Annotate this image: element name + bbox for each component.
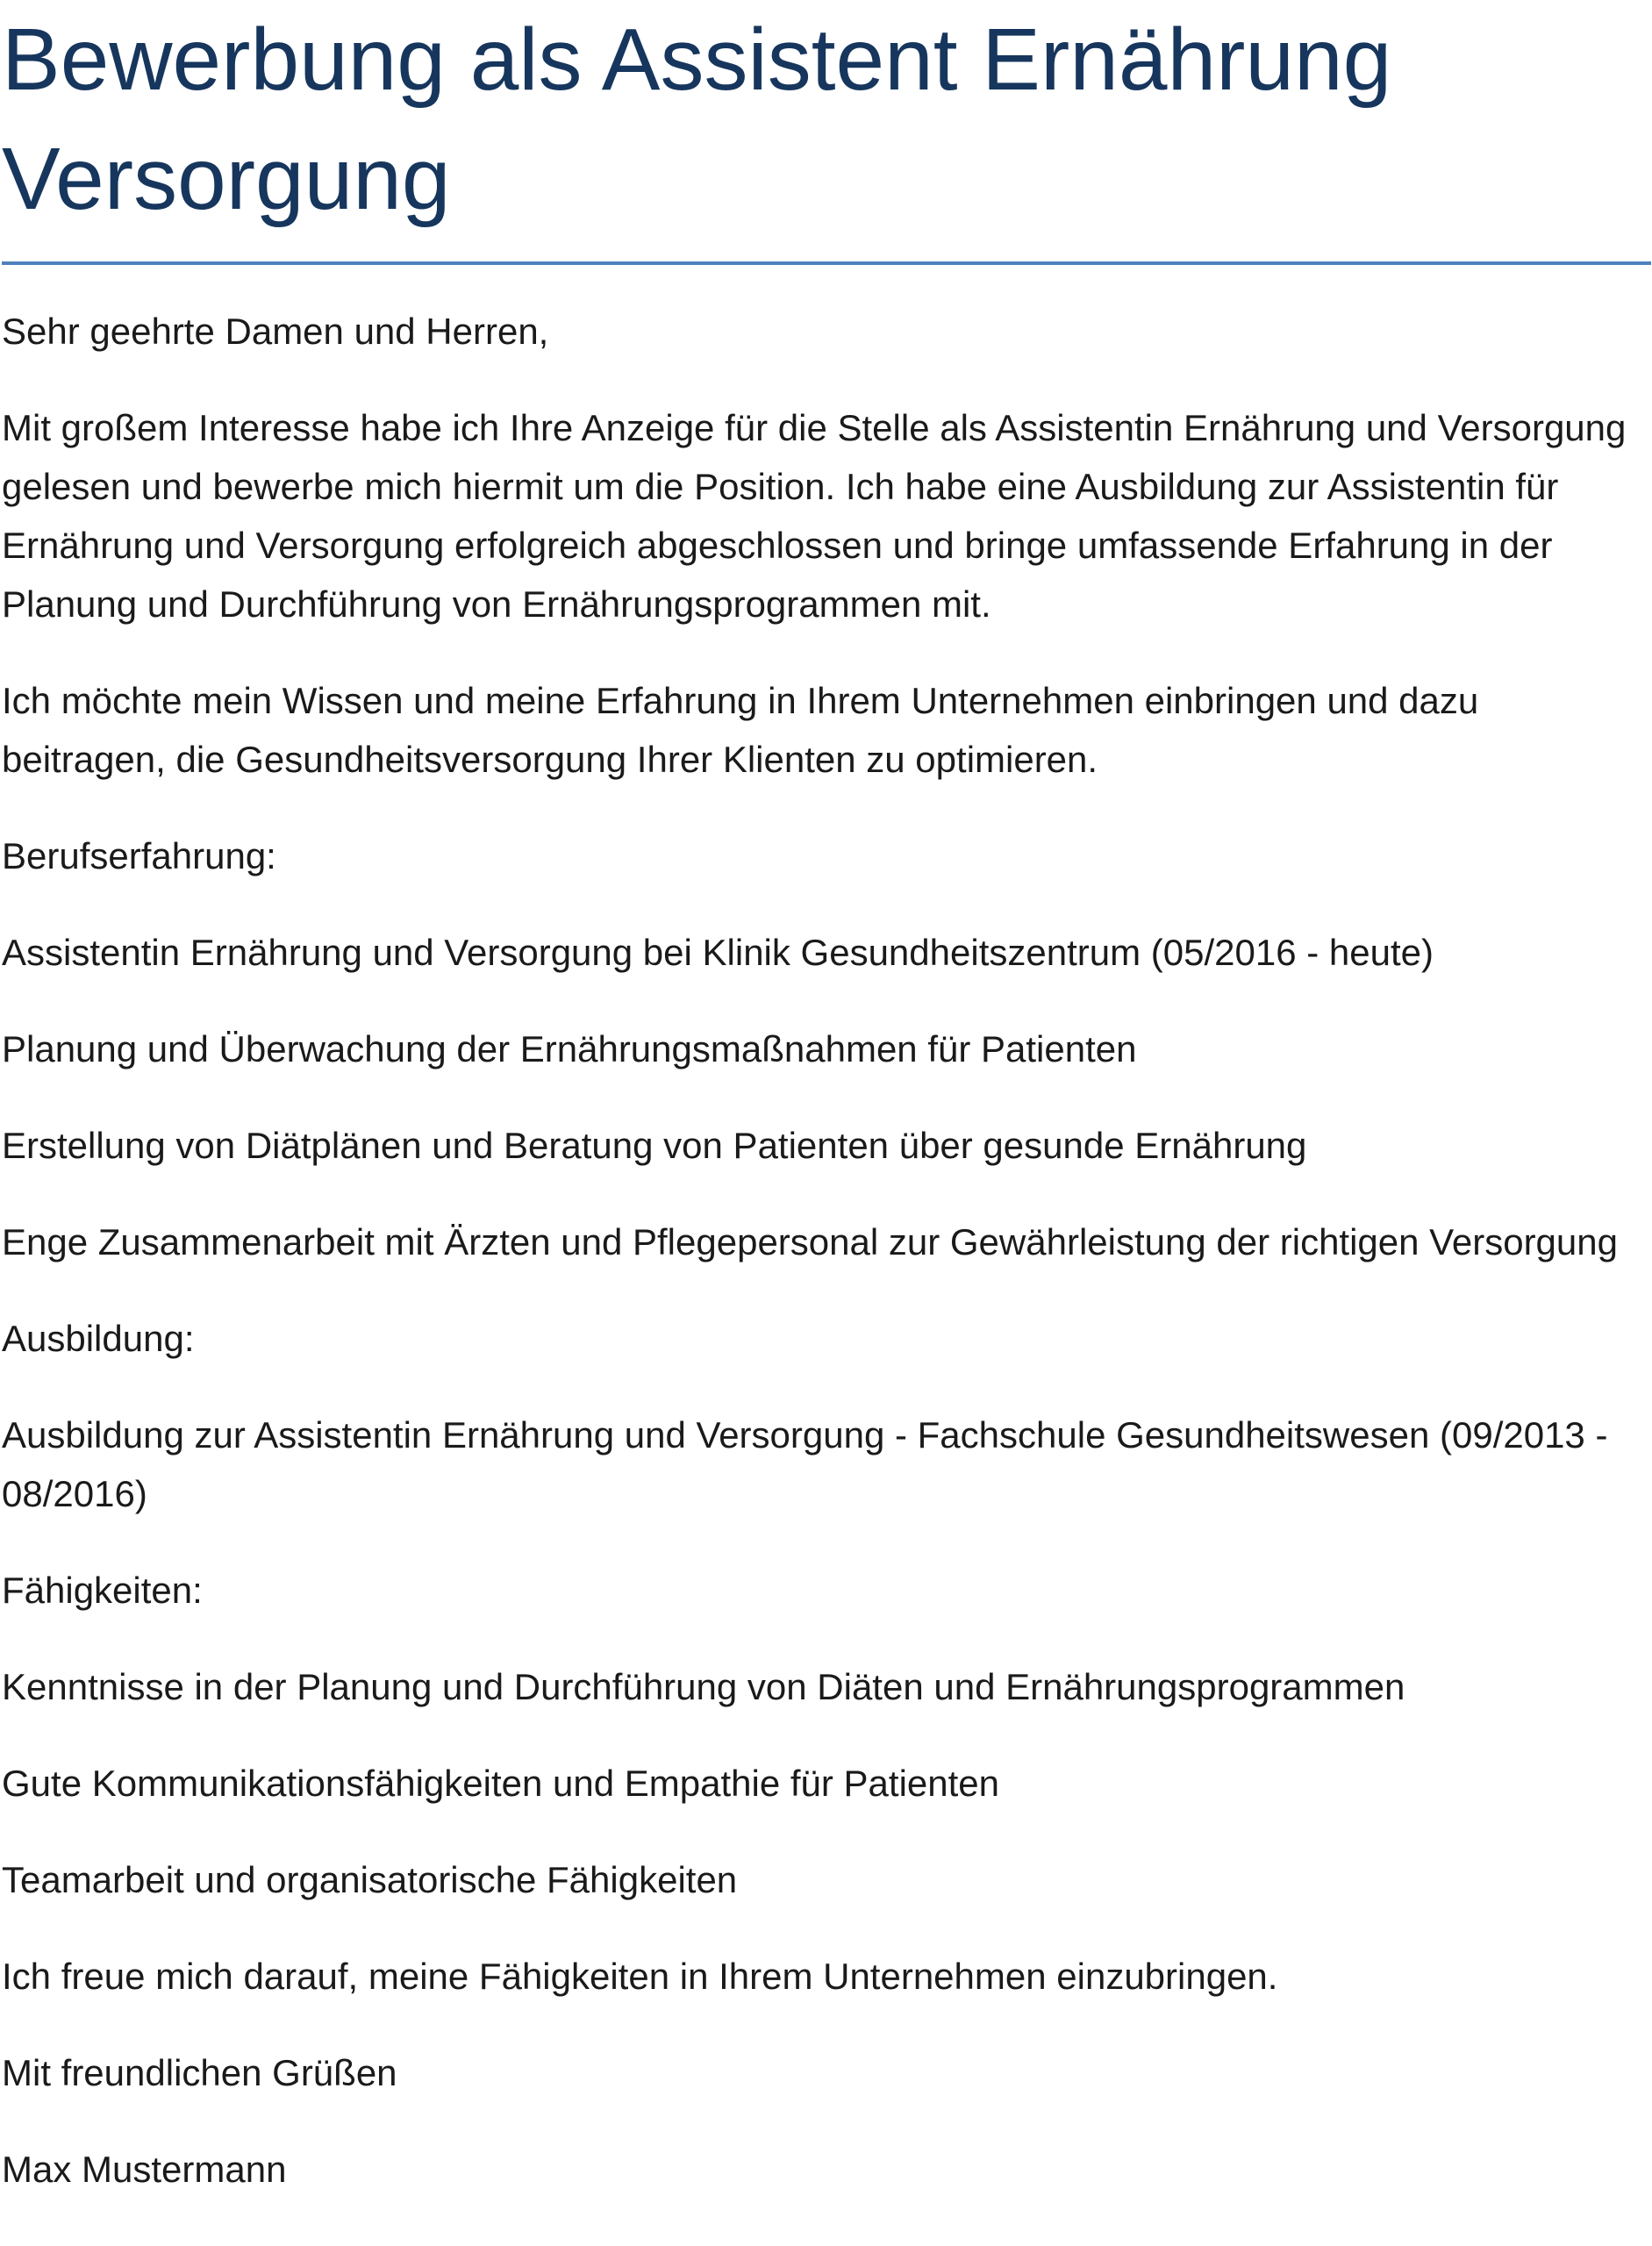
- motivation-paragraph: Ich möchte mein Wissen und meine Erfahrung in Ihrem Unternehmen einbringen und dazu beitragen, die Gesundheitsversorgung Ihrer Klienten zu optimieren.: [2, 680, 1479, 780]
- closing-paragraph: Ich freue mich darauf, meine Fähigkeiten in Ihrem Unternehmen einzubringen.: [2, 1956, 1278, 1997]
- signature-name: Max Mustermann: [2, 2149, 287, 2190]
- skill-item: Teamarbeit und organisatorische Fähigkeiten: [2, 1859, 738, 1900]
- education-item: Ausbildung zur Assistentin Ernährung und Versorgung - Fachschule Gesundheitswesen (09/2013 - 08/2016): [2, 1414, 1608, 1514]
- experience-item: Enge Zusammenarbeit mit Ärzten und Pflegepersonal zur Gewährleistung der richtigen Versorgung: [2, 1221, 1618, 1262]
- skill-item: Kenntnisse in der Planung und Durchführung von Diäten und Ernährungsprogrammen: [2, 1666, 1405, 1707]
- salutation: Sehr geehrte Damen und Herren,: [2, 311, 549, 352]
- closing-greeting: Mit freundlichen Grüßen: [2, 2052, 397, 2093]
- section-heading-skills: Fähigkeiten:: [2, 1570, 203, 1611]
- document-title: Bewerbung als Assistent Ernährung Versorgung: [2, 11, 1392, 228]
- document-body: [2, 302, 1647, 2199]
- skill-item: Gute Kommunikationsfähigkeiten und Empathie für Patienten: [2, 1763, 1000, 1804]
- section-heading-education: Ausbildung:: [2, 1318, 195, 1359]
- experience-item: Erstellung von Diätplänen und Beratung von Patienten über gesunde Ernährung: [2, 1125, 1307, 1166]
- section-heading-experience: Berufserfahrung:: [2, 835, 276, 876]
- intro-paragraph: Mit großem Interesse habe ich Ihre Anzeige für die Stelle als Assistentin Ernährung und Versorgung gelesen und bewerbe mich hiermit um die Position. Ich habe eine Ausbildung zur Assistentin für Ernährung und Versorgung erfolgreich abgeschlossen und bringe umfassende Erfahrung in der Planung und Durchführung von Ernährungsprogrammen mit.: [2, 407, 1627, 625]
- experience-item: Assistentin Ernährung und Versorgung bei Klinik Gesundheitszentrum (05/2016 - heute): [2, 932, 1434, 973]
- title-underline: [2, 261, 1651, 265]
- experience-item: Planung und Überwachung der Ernährungsmaßnahmen für Patienten: [2, 1028, 1137, 1069]
